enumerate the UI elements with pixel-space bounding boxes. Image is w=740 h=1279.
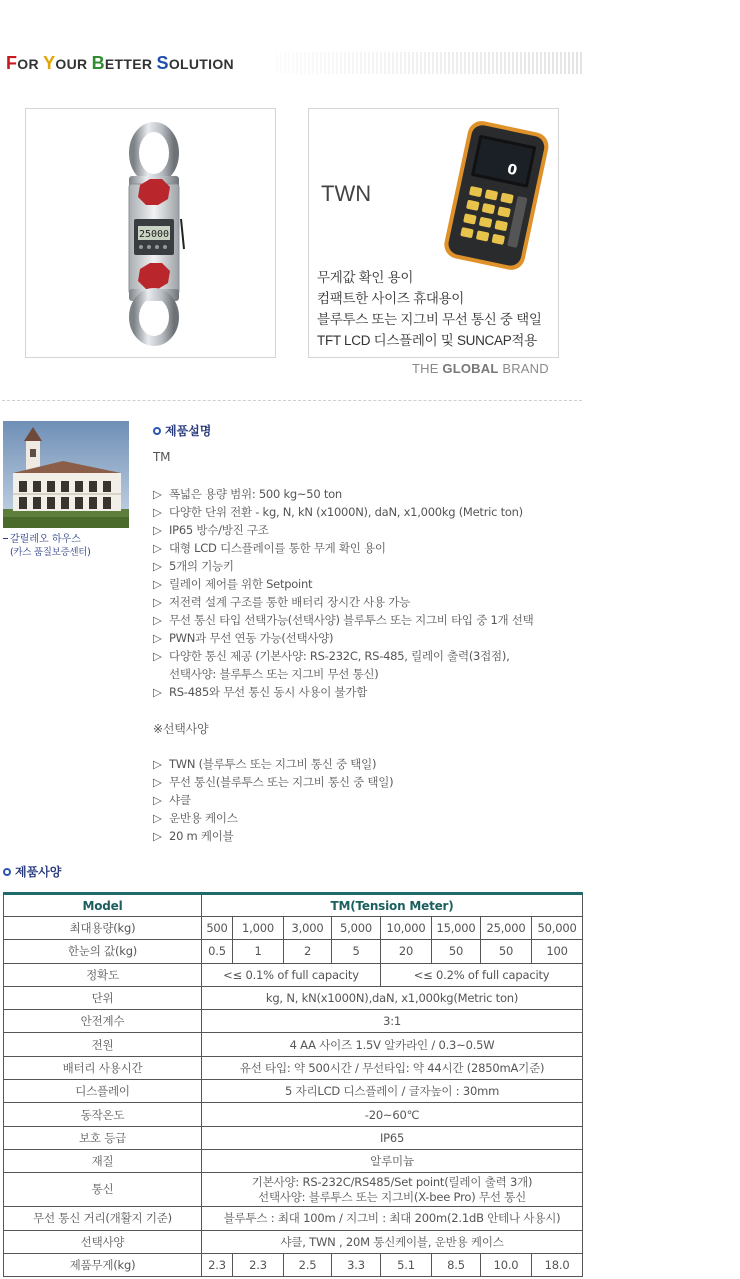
tension-meter-illustration <box>26 109 277 359</box>
division-cell: 0.5 <box>202 940 233 963</box>
feature-item <box>153 558 234 574</box>
row-label: 단위 <box>4 986 202 1009</box>
feature-item <box>153 504 523 520</box>
division-cell: 50 <box>432 940 481 963</box>
feature-item <box>153 540 386 556</box>
photo-caption: 갈릴레오 하우스 <box>10 534 81 545</box>
feature-text: 대형 LCD 디스플레이를 통한 무게 확인 용이 <box>169 541 386 555</box>
weight-cell: 5.1 <box>381 1253 432 1276</box>
feature-text: 5개의 기능키 <box>169 559 234 573</box>
slogan-word: ETTER <box>104 56 157 72</box>
table-row <box>4 986 583 1009</box>
row-value: -20~60℃ <box>202 1103 583 1126</box>
product-box-twn <box>308 108 559 358</box>
feature-item <box>153 648 509 664</box>
table-row <box>4 1207 583 1230</box>
banner-stripes <box>274 52 582 74</box>
row-label: 전원 <box>4 1033 202 1056</box>
brand-prefix: THE <box>412 361 443 376</box>
option-text: 운반용 케이스 <box>169 811 238 825</box>
slogan-word: OR <box>17 56 44 72</box>
arrow-icon: ▷ <box>153 811 162 825</box>
brand-suffix: BRAND <box>498 361 549 376</box>
feature-item <box>153 594 410 610</box>
table-row <box>4 1080 583 1103</box>
comm-line: 선택사양: 블루투스 또는 지그비(X-bee Pro) 무선 통신 <box>258 1189 527 1204</box>
capacity-cell: 5,000 <box>332 917 381 940</box>
option-text: TWN (블루투스 또는 지그비 통신 중 택일) <box>169 757 377 771</box>
feature-item <box>153 684 367 700</box>
row-value: 유선 타입: 약 500시간 / 무선타입: 약 44시간 (2850mA기준) <box>202 1056 583 1079</box>
caption-marker <box>3 538 8 539</box>
brand-main: GLOBAL <box>442 361 499 376</box>
product-description-heading <box>153 422 211 439</box>
table-row <box>4 940 583 963</box>
row-value: 블루투스 : 최대 100m / 지그비 : 최대 200m(2.1dB 안테나 사용시) <box>202 1207 583 1230</box>
row-label: 동작온도 <box>4 1103 202 1126</box>
weight-cell: 2.5 <box>284 1253 332 1276</box>
weight-cell: 8.5 <box>432 1253 481 1276</box>
comm-line: 기본사양: RS-232C/RS485/Set point(릴레이 출력 3개) <box>251 1174 533 1189</box>
feature-text: IP65 방수/방진 구조 <box>169 523 269 537</box>
row-label: 안전계수 <box>4 1010 202 1033</box>
slogan-letter-y: Y <box>43 53 56 73</box>
photo-subcaption: (카스 품질보증센터) <box>10 547 91 558</box>
twn-feature: 무게값 확인 용이 <box>317 270 414 285</box>
weight-cell: 18.0 <box>532 1253 583 1276</box>
arrow-icon: ▷ <box>153 487 162 501</box>
table-row <box>4 1033 583 1056</box>
header-model: Model <box>4 894 202 917</box>
option-item <box>153 828 233 844</box>
row-label: 무선 통신 거리(개활지 기준) <box>4 1207 202 1230</box>
division-cell: 100 <box>532 940 583 963</box>
table-row <box>4 1230 583 1253</box>
arrow-icon: ▷ <box>153 775 162 789</box>
row-value: 5 자리LCD 디스플레이 / 글자높이 : 30mm <box>202 1080 583 1103</box>
weight-cell: 2.3 <box>233 1253 284 1276</box>
model-name: TM <box>153 450 171 464</box>
row-value: 알루미늄 <box>202 1149 583 1172</box>
option-text: 샤클 <box>169 793 191 807</box>
feature-text: 다양한 통신 제공 (기본사양: RS-232C, RS-485, 릴레이 출력(3접점), <box>169 649 510 663</box>
feature-item <box>153 522 269 538</box>
banner-slogan <box>6 53 234 74</box>
heading-text: 제품설명 <box>165 424 212 438</box>
arrow-icon: ▷ <box>153 613 162 627</box>
weight-cell: 2.3 <box>202 1253 233 1276</box>
feature-text: PWN과 무선 연동 가능(선택사양) <box>169 631 334 645</box>
feature-text: 저전력 설계 구조를 통한 배터리 장시간 사용 가능 <box>169 595 411 609</box>
arrow-icon: ▷ <box>153 559 162 573</box>
table-row <box>4 1253 583 1276</box>
capacity-cell: 3,000 <box>284 917 332 940</box>
slogan-letter-f: F <box>6 53 18 73</box>
arrow-icon: ▷ <box>153 595 162 609</box>
arrow-icon: ▷ <box>153 829 162 843</box>
option-item <box>153 810 238 826</box>
division-cell: 2 <box>284 940 332 963</box>
arrow-icon: ▷ <box>153 793 162 807</box>
division-cell: 1 <box>233 940 284 963</box>
table-row <box>4 1126 583 1149</box>
capacity-cell: 50,000 <box>532 917 583 940</box>
twn-feature: 컴팩트한 사이즈 휴대용이 <box>317 291 465 306</box>
option-item <box>153 756 376 772</box>
table-row <box>4 963 583 986</box>
feature-item <box>153 612 534 628</box>
feature-item <box>153 630 333 646</box>
slogan-word: OUR <box>55 56 92 72</box>
slogan-letter-b: B <box>91 53 105 73</box>
twn-feature: 블루투스 또는 지그비 무선 통신 중 택일 <box>317 312 542 327</box>
tension-meter-display-value: 25000 <box>138 229 170 240</box>
twn-label: TWN <box>321 181 372 206</box>
arrow-icon: ▷ <box>153 523 162 537</box>
row-value: 4 AA 사이즈 1.5V 알카라인 / 0.3~0.5W <box>202 1033 583 1056</box>
option-text: 무선 통신(블루투스 또는 지그비 통신 중 택일) <box>169 775 394 789</box>
table-row <box>4 1056 583 1079</box>
feature-item-continuation: 선택사양: 블루투스 또는 지그비 무선 통신) <box>169 667 379 681</box>
twn-handheld-illustration <box>429 117 559 277</box>
table-row <box>4 1010 583 1033</box>
row-label: 통신 <box>4 1173 202 1207</box>
slogan-word: OLUTION <box>168 56 234 72</box>
row-value: IP65 <box>202 1126 583 1149</box>
row-value: kg, N, kN(x1000N),daN, x1,000kg(Metric ton) <box>202 986 583 1009</box>
galileo-house-photo <box>3 421 129 528</box>
capacity-cell: 15,000 <box>432 917 481 940</box>
twn-screen-value: 0 <box>505 161 519 180</box>
row-label: 배터리 사용시간 <box>4 1056 202 1079</box>
option-text: 20 m 케이블 <box>169 829 234 843</box>
spec-table <box>3 892 583 1277</box>
row-value: 샤클, TWN , 20M 통신케이블, 운반용 케이스 <box>202 1230 583 1253</box>
row-label: 정확도 <box>4 963 202 986</box>
weight-cell: 10.0 <box>481 1253 532 1276</box>
feature-text: 무선 통신 타입 선택가능(선택사양) 블루투스 또는 지그비 타입 중 1개 선택 <box>169 613 534 627</box>
capacity-cell: 1,000 <box>233 917 284 940</box>
capacity-cell: 25,000 <box>481 917 532 940</box>
row-label: 최대용량(kg) <box>4 917 202 940</box>
table-row <box>4 917 583 940</box>
feature-item <box>153 576 312 592</box>
slogan-letter-s: S <box>156 53 169 73</box>
row-label: 선택사양 <box>4 1230 202 1253</box>
table-row <box>4 1103 583 1126</box>
capacity-cell: 10,000 <box>381 917 432 940</box>
arrow-icon: ▷ <box>153 577 162 591</box>
feature-item <box>153 486 342 502</box>
arrow-icon: ▷ <box>153 685 162 699</box>
option-item <box>153 774 393 790</box>
feature-text: 폭넓은 용량 범위: 500 kg~50 ton <box>169 487 342 501</box>
row-label: 제품무게(kg) <box>4 1253 202 1276</box>
table-row <box>4 1149 583 1172</box>
row-value: 3:1 <box>202 1010 583 1033</box>
division-cell: 50 <box>481 940 532 963</box>
heading-text: 제품사양 <box>15 865 62 879</box>
option-item <box>153 792 191 808</box>
weight-cell: 3.3 <box>332 1253 381 1276</box>
section-divider <box>2 400 582 401</box>
arrow-icon: ▷ <box>153 631 162 645</box>
row-label: 보호 등급 <box>4 1126 202 1149</box>
bullet-icon <box>3 868 11 876</box>
options-heading: ※선택사양 <box>153 722 209 736</box>
arrow-icon: ▷ <box>153 649 162 663</box>
header-banner <box>4 50 582 76</box>
feature-text: 릴레이 제어를 위한 Setpoint <box>169 577 313 591</box>
arrow-icon: ▷ <box>153 757 162 771</box>
product-spec-heading <box>3 863 61 880</box>
global-brand-logo <box>412 361 549 376</box>
feature-text: 다양한 단위 전환 - kg, N, kN (x1000N), daN, x1,000kg (Metric ton) <box>169 505 523 519</box>
product-image-tension-meter <box>25 108 276 358</box>
capacity-cell: 500 <box>202 917 233 940</box>
header-title: TM(Tension Meter) <box>202 894 583 917</box>
row-label: 디스플레이 <box>4 1080 202 1103</box>
arrow-icon: ▷ <box>153 541 162 555</box>
feature-text: RS-485와 무선 통신 동시 사용이 불가함 <box>169 685 368 699</box>
table-header-row <box>4 894 583 917</box>
row-value <box>202 1173 583 1207</box>
division-cell: 20 <box>381 940 432 963</box>
accuracy-cell: <≤ 0.1% of full capacity <box>202 963 381 986</box>
arrow-icon: ▷ <box>153 505 162 519</box>
twn-feature: TFT LCD 디스플레이 및 SUNCAP적용 <box>317 333 537 348</box>
bullet-icon <box>153 427 161 435</box>
table-row <box>4 1173 583 1207</box>
division-cell: 5 <box>332 940 381 963</box>
row-label: 재질 <box>4 1149 202 1172</box>
twn-feature-list <box>317 267 542 351</box>
accuracy-cell: <≤ 0.2% of full capacity <box>381 963 583 986</box>
row-label: 한눈의 값(kg) <box>4 940 202 963</box>
